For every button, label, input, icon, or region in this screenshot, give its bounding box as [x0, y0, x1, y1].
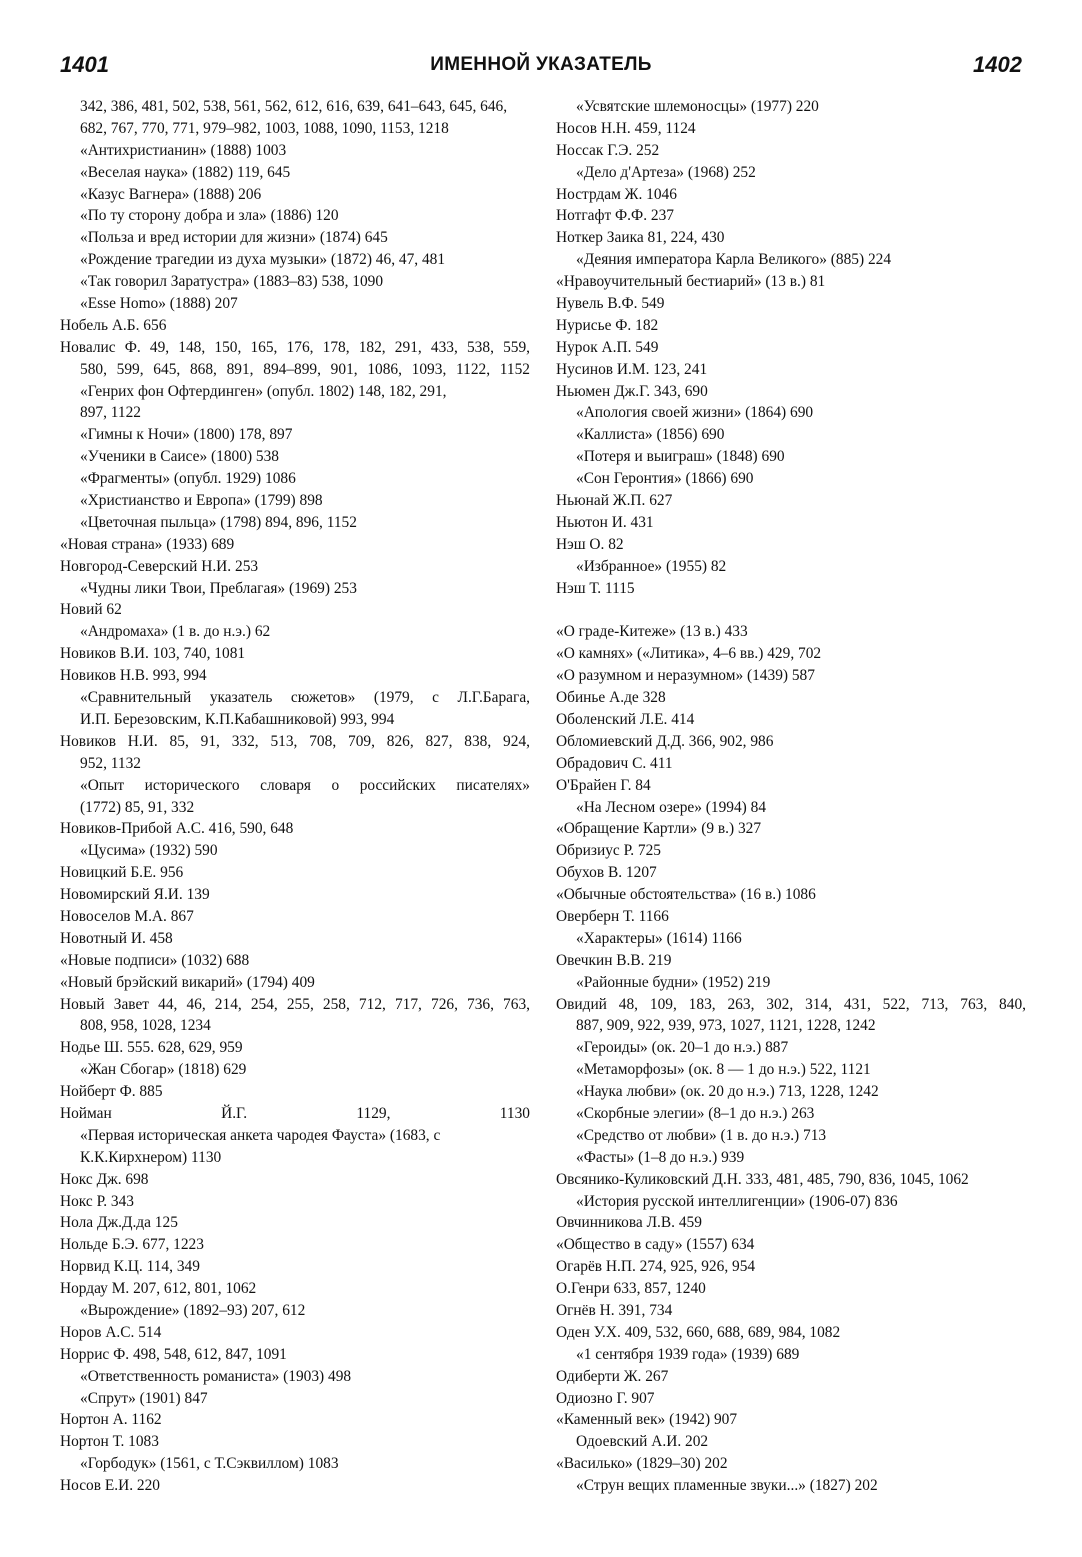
index-entry-line: Ньюмен Дж.Г. 343, 690: [556, 382, 708, 400]
index-entry-line: «Сравнительный указатель сюжетов» (1979, с Л.Г.Барага,: [80, 689, 530, 707]
index-entry-line: 887, 909, 922, 939, 973, 1027, 1121, 1228, 1242: [576, 1017, 876, 1035]
index-entry-line: «Усвятские шлемоносцы» (1977) 220: [576, 98, 819, 115]
index-entry-line: 952, 1132: [80, 754, 141, 772]
index-entry-line: Обризиус Р. 725: [556, 842, 661, 860]
index-entry-line: 682, 767, 770, 771, 979–982, 1003, 1088, 1090, 1153, 1218: [80, 119, 449, 137]
index-entry-line: «Деяния императора Карла Великого» (885) 224: [576, 251, 892, 269]
index-entry-line: «Характеры» (1614) 1166: [576, 929, 742, 947]
index-entry-line: «На Лесном озере» (1994) 84: [576, 798, 767, 816]
index-entry-line: Нокс Дж. 698: [60, 1170, 149, 1188]
index-entry-line: Нострдам Ж. 1046: [556, 185, 677, 203]
index-entry-line: Ноткер Заика 81, 224, 430: [556, 229, 725, 247]
index-entry-line: «Метаморфозы» (ок. 8 — 1 до н.э.) 522, 1121: [576, 1061, 871, 1079]
index-entry-line: Одоевский А.И. 202: [576, 1433, 709, 1451]
index-entry-line: «Так говорил Заратустра» (1883–83) 538, 1090: [80, 273, 384, 291]
index-entry-line: Новоселов М.А. 867: [60, 907, 194, 925]
index-entry-line: «Рождение трагедии из духа музыки» (1872) 46, 47, 481: [80, 251, 446, 269]
index-entry-line: Нойман Й.Г. 1129, 1130: [60, 1104, 530, 1122]
index-entry-line: Новиков Н.И. 85, 91, 332, 513, 708, 709, 826, 827, 838, 924,: [60, 732, 530, 750]
index-entry-line: Огарёв Н.П. 274, 925, 926, 954: [556, 1258, 756, 1276]
index-entry-line: Новгород-Северский Н.И. 253: [60, 557, 259, 575]
index-entry-line: «Фасты» (1–8 до н.э.) 939: [576, 1148, 745, 1166]
index-entry-line: Нодье Ш. 555. 628, 629, 959: [60, 1039, 243, 1057]
index-entry-line: Новицкий Б.Е. 956: [60, 864, 184, 882]
index-entry-line: «Обычные обстоятельства» (16 в.) 1086: [556, 886, 816, 904]
index-entry-line: Нортон Т. 1083: [60, 1433, 159, 1451]
index-entry-line: «Ответственность романиста» (1903) 498: [80, 1367, 352, 1385]
index-entry-line: Обинье А.де 328: [556, 689, 666, 707]
index-entry-line: «Нравоучительный бестиарий» (13 в.) 81: [556, 273, 826, 291]
index-entry-line: И.П. Березовским, К.П.Кабашниковой) 993, 994: [80, 710, 395, 728]
index-entry-line: Новалис Ф. 49, 148, 150, 165, 176, 178, 182, 291, 433, 538, 559,: [60, 338, 530, 356]
index-entry-line: Обухов В. 1207: [556, 864, 657, 882]
index-entry-line: «Опыт исторического словаря о российских писателях»: [80, 776, 530, 794]
index-entry-line: «Обращение Картли» (9 в.) 327: [556, 820, 762, 838]
index-entry-line: Оболенский Л.Е. 414: [556, 710, 695, 728]
index-entry-line: «Каменный век» (1942) 907: [556, 1411, 738, 1429]
index-entry-line: «Христианство и Европа» (1799) 898: [80, 492, 323, 510]
index-entry-line: Нойберт Ф. 885: [60, 1083, 163, 1101]
running-title: ИМЕННОЙ УКАЗАТЕЛЬ: [430, 54, 652, 75]
index-entry-line: «Потеря и выиграш» (1848) 690: [576, 448, 785, 466]
index-entry-line: Ньютон И. 431: [556, 513, 654, 531]
index-entry-line: 897, 1122: [80, 404, 141, 422]
index-entry-line: Ньюнай Ж.П. 627: [556, 492, 673, 510]
index-entry-line: «Горбодук» (1561, с Т.Сэквиллом) 1083: [80, 1455, 339, 1473]
index-entry-line: Новотный И. 458: [60, 929, 173, 947]
index-entry-line: Нортон А. 1162: [60, 1411, 162, 1429]
index-entry-line: «О разумном и неразумном» (1439) 587: [556, 667, 815, 685]
index-entry-line: «Средство от любви» (1 в. до н.э.) 713: [576, 1126, 827, 1144]
index-entry-line: Носов Е.И. 220: [60, 1477, 160, 1495]
index-entry-line: «Казус Вагнера» (1888) 206: [80, 185, 262, 203]
index-entry-line: «Сон Геронтия» (1866) 690: [576, 470, 754, 488]
index-entry-line: О'Брайен Г. 84: [556, 776, 651, 794]
index-entry-line: Норрис Ф. 498, 548, 612, 847, 1091: [60, 1345, 287, 1363]
index-entry-line: Оден У.Х. 409, 532, 660, 688, 689, 984, 1082: [556, 1323, 841, 1341]
index-entry-line: «Антихристианин» (1888) 1003: [80, 141, 287, 159]
index-entry-line: Нурок А.П. 549: [556, 338, 659, 356]
index-entry-line: «О камнях» («Литика», 4–6 вв.) 429, 702: [556, 645, 822, 663]
index-column-right: [556, 96, 1026, 1497]
index-entry-line: Норвид К.Ц. 114, 349: [60, 1258, 200, 1276]
index-entry-line: О.Генри 633, 857, 1240: [556, 1280, 706, 1298]
index-entry-line: Нотгафт Ф.Ф. 237: [556, 207, 674, 225]
index-entry-line: «Польза и вред истории для жизни» (1874) 645: [80, 229, 388, 247]
page-number-left: 1401: [60, 52, 109, 77]
index-entry-line: 342, 386, 481, 502, 538, 561, 562, 612, 616, 639, 641–643, 645, 646,: [80, 98, 508, 115]
index-entry-line: «Гимны к Ночи» (1800) 178, 897: [80, 426, 293, 444]
index-entry-line: «Фрагменты» (опубл. 1929) 1086: [80, 470, 296, 488]
index-entry-line: Огнёв Н. 391, 734: [556, 1301, 673, 1319]
index-entry-line: Носсак Г.Э. 252: [556, 141, 660, 159]
index-entry-line: «История русской интеллигенции» (1906-07) 836: [576, 1192, 898, 1210]
index-entry-line: Обрадович С. 411: [556, 754, 673, 772]
index-entry-line: «Ученики в Саисе» (1800) 538: [80, 448, 280, 466]
index-entry-line: «Жан Сбогар» (1818) 629: [80, 1061, 247, 1079]
index-entry-line: «Районные будни» (1952) 219: [576, 973, 771, 991]
index-entry-line: «Спрут» (1901) 847: [80, 1389, 208, 1407]
index-entry-line: Обломиевский Д.Д. 366, 902, 986: [556, 732, 774, 750]
index-entry-line: «Дело д'Артеза» (1968) 252: [576, 163, 756, 181]
index-entry-line: Овечкин В.В. 219: [556, 951, 672, 969]
index-entry-line: Нурисье Ф. 182: [556, 316, 659, 334]
index-entry-line: «Василько» (1829–30) 202: [556, 1455, 728, 1473]
index-entry-line: «Апология своей жизни» (1864) 690: [576, 404, 814, 422]
index-column-left: [60, 96, 530, 1497]
index-entry-line: Новый Завет 44, 46, 214, 254, 255, 258, 712, 717, 726, 736, 763,: [60, 995, 530, 1013]
index-entry-line: «Наука любви» (ок. 20 до н.э.) 713, 1228, 1242: [576, 1083, 879, 1101]
index-entry-line: Новомирский Я.И. 139: [60, 886, 210, 904]
index-entry-line: Нэш Т. 1115: [556, 579, 635, 597]
index-entry-line: Овидий 48, 109, 183, 263, 302, 314, 431, 522, 713, 763, 840,: [556, 995, 1026, 1013]
index-entry-line: Нэш О. 82: [556, 535, 624, 553]
index-entry-line: Нокс Р. 343: [60, 1192, 134, 1210]
index-entry-line: Новиков В.И. 103, 740, 1081: [60, 645, 246, 663]
index-entry-line: «Общество в саду» (1557) 634: [556, 1236, 755, 1254]
index-entry-line: «1 сентября 1939 года» (1939) 689: [576, 1345, 800, 1363]
index-entry-line: «Струн вещих пламенные звуки...» (1827) 202: [576, 1477, 878, 1495]
index-entry-line: «Каллиста» (1856) 690: [576, 426, 725, 444]
index-entry-line: Одиберти Ж. 267: [556, 1367, 669, 1385]
index-entry-line: «О граде-Китеже» (13 в.) 433: [556, 623, 748, 641]
index-entry-line: «По ту сторону добра и зла» (1886) 120: [80, 207, 339, 225]
index-entry-line: Нувель В.Ф. 549: [556, 295, 665, 313]
index-entry-line: К.К.Кирхнером) 1130: [80, 1148, 222, 1166]
index-entry-line: 580, 599, 645, 868, 891, 894–899, 901, 1086, 1093, 1122, 1152: [80, 360, 530, 378]
index-entry-line: «Первая историческая анкета чародея Фауста» (1683, с: [80, 1126, 441, 1144]
index-entry-line: «Скорбные элегии» (8–1 до н.э.) 263: [576, 1104, 815, 1122]
index-entry-line: Одиозно Г. 907: [556, 1389, 655, 1407]
index-entry-line: 808, 958, 1028, 1234: [80, 1017, 211, 1035]
index-entry-line: «Веселая наука» (1882) 119, 645: [80, 163, 291, 181]
page-number-right: 1402: [973, 52, 1022, 77]
index-entry-line: Овчинникова Л.В. 459: [556, 1214, 702, 1232]
index-entry-line: Нусинов И.М. 123, 241: [556, 360, 708, 378]
index-entry-line: Носов Н.Н. 459, 1124: [556, 119, 696, 137]
index-entry-line: «Цветочная пыльца» (1798) 894, 896, 1152: [80, 513, 357, 531]
index-entry-line: «Цусима» (1932) 590: [80, 842, 218, 860]
index-entry-line: «Новый брэйский викарий» (1794) 409: [60, 973, 315, 991]
index-entry-line: «Генрих фон Офтердинген» (опубл. 1802) 148, 182, 291,: [80, 382, 447, 400]
index-entry-line: Новиков-Прибой А.С. 416, 590, 648: [60, 820, 294, 838]
section-gap: [556, 599, 1026, 621]
index-entry-line: Нобель А.Б. 656: [60, 316, 167, 334]
index-entry-line: «Esse Homo» (1888) 207: [80, 295, 238, 313]
index-entry-line: «Новые подписи» (1032) 688: [60, 951, 250, 969]
index-entry-line: Норов А.С. 514: [60, 1323, 162, 1341]
index-entry-line: (1772) 85, 91, 332: [80, 798, 195, 816]
index-entry-line: Нордау М. 207, 612, 801, 1062: [60, 1280, 257, 1298]
index-entry-line: Новий 62: [60, 601, 122, 619]
index-entry-line: Овсянико-Куликовский Д.Н. 333, 481, 485, 790, 836, 1045, 1062: [556, 1170, 969, 1188]
running-header: [60, 52, 1022, 86]
index-entry-line: «Андромаха» (1 в. до н.э.) 62: [80, 623, 271, 641]
index-entry-line: «Героиды» (ок. 20–1 до н.э.) 887: [576, 1039, 789, 1057]
index-entry-line: «Новая страна» (1933) 689: [60, 535, 235, 553]
index-entry-line: Новиков Н.В. 993, 994: [60, 667, 207, 685]
index-entry-line: Нола Дж.Д.да 125: [60, 1214, 178, 1232]
index-entry-line: «Вырождение» (1892–93) 207, 612: [80, 1301, 306, 1319]
index-entry-line: «Избранное» (1955) 82: [576, 557, 727, 575]
index-entry-line: Нольде Б.Э. 677, 1223: [60, 1236, 204, 1254]
index-entry-line: Оверберн Т. 1166: [556, 907, 669, 925]
index-entry-line: «Чудны лики Твои, Преблагая» (1969) 253: [80, 579, 357, 597]
